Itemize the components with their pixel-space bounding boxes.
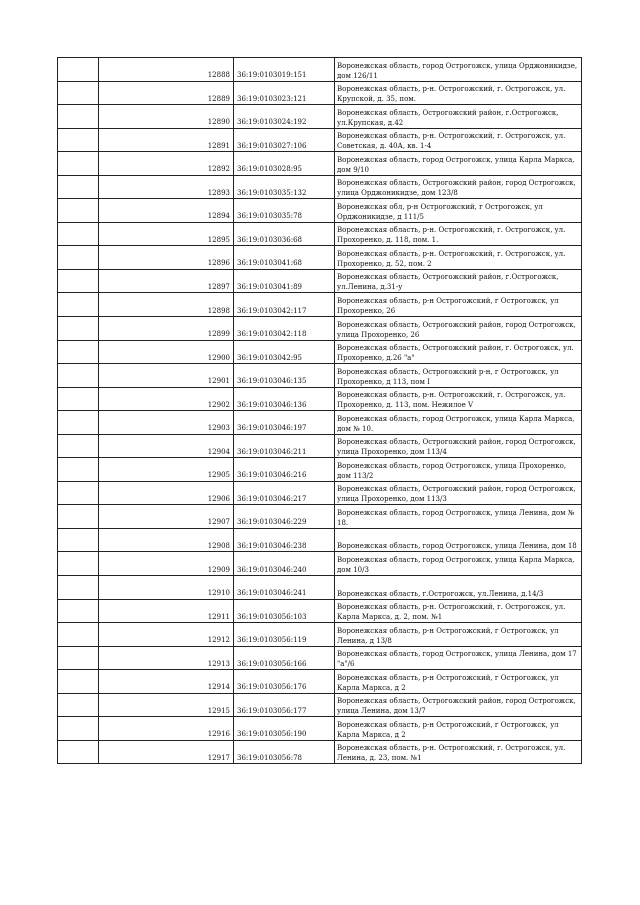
property-address <box>335 293 582 317</box>
table-row <box>58 646 582 670</box>
property-address <box>335 199 582 223</box>
cadastral-number: 36:19:0103036:68 <box>234 222 335 246</box>
row-number: 12891 <box>99 128 234 152</box>
cadastral-number: 36:19:0103046:238 <box>234 528 335 552</box>
table-row <box>58 481 582 505</box>
address-text: Воронежская область, р-н. Острогожский, г. Острогожск, ул. Крупской, д. 35, пом. <box>337 85 566 104</box>
row-number: 12898 <box>99 293 234 317</box>
table-row <box>58 58 582 82</box>
address-text: Воронежская область, р-н Острогожский, г Острогожск, ул Ленина, д 13/8 <box>337 626 559 645</box>
property-address <box>335 528 582 552</box>
row-number: 12901 <box>99 364 234 388</box>
table-row <box>58 670 582 694</box>
table-row <box>58 81 582 105</box>
row-number: 12904 <box>99 434 234 458</box>
property-address <box>335 458 582 482</box>
address-text: Воронежская область, р-н Острогожский, г Острогожск, ул Карла Маркса, д 2 <box>337 673 559 692</box>
address-text: Воронежская область, Острогожский р-н, г Острогожск, ул Прохоренко, д 113, пом I <box>337 367 559 386</box>
empty-cell <box>58 481 99 505</box>
address-text: Воронежская область, город Острогожск, улица Ленина, дом 17 "а"/6 <box>337 650 577 669</box>
property-address <box>335 599 582 623</box>
address-text: Воронежская область, Острогожский район, город Острогожск, улица Ленина, дом 13/7 <box>337 697 576 716</box>
table-row <box>58 269 582 293</box>
cadastral-number: 36:19:0103056:166 <box>234 646 335 670</box>
empty-cell <box>58 646 99 670</box>
property-address <box>335 269 582 293</box>
row-number: 12914 <box>99 670 234 694</box>
address-text: Воронежская область, Острогожский район, город Острогожск, улица Орджоникидзе, дом 123/8 <box>337 179 576 198</box>
address-text: Воронежская обл, р-н Острогожский, г Острогожск, ул Орджоникидзе, д 111/5 <box>337 202 543 221</box>
table-row <box>58 152 582 176</box>
address-text: Воронежская область, город Острогожск, улица Карла Маркса, дом 9/10 <box>337 155 575 174</box>
empty-cell <box>58 599 99 623</box>
cadastral-number: 36:19:0103056:78 <box>234 740 335 764</box>
table-row <box>58 740 582 764</box>
property-address <box>335 246 582 270</box>
empty-cell <box>58 458 99 482</box>
table-row <box>58 317 582 341</box>
empty-cell <box>58 317 99 341</box>
table-row <box>58 246 582 270</box>
table-row <box>58 293 582 317</box>
empty-cell <box>58 128 99 152</box>
address-text: Воронежская область, город Острогожск, улица Карла Маркса, дом 10/3 <box>337 556 575 575</box>
row-number: 12902 <box>99 387 234 411</box>
empty-cell <box>58 81 99 105</box>
row-number: 12906 <box>99 481 234 505</box>
cadastral-number: 36:19:0103056:103 <box>234 599 335 623</box>
property-address <box>335 693 582 717</box>
row-number: 12894 <box>99 199 234 223</box>
empty-cell <box>58 199 99 223</box>
property-address <box>335 505 582 529</box>
row-number: 12913 <box>99 646 234 670</box>
row-number: 12888 <box>99 58 234 82</box>
property-address <box>335 105 582 129</box>
table-row <box>58 693 582 717</box>
property-address <box>335 552 582 576</box>
empty-cell <box>58 364 99 388</box>
property-address <box>335 576 582 600</box>
cadastral-number: 36:19:0103046:241 <box>234 576 335 600</box>
cadastral-number: 36:19:0103056:190 <box>234 717 335 741</box>
row-number: 12916 <box>99 717 234 741</box>
cadastral-number: 36:19:0103046:135 <box>234 364 335 388</box>
address-text: Воронежская область, р-н. Острогожский, г. Острогожск, ул. Ленина, д. 23, пом. №1 <box>337 744 566 763</box>
empty-cell <box>58 717 99 741</box>
row-number: 12915 <box>99 693 234 717</box>
table-row <box>58 623 582 647</box>
cadastral-number: 36:19:0103035:78 <box>234 199 335 223</box>
cadastral-number: 36:19:0103056:176 <box>234 670 335 694</box>
property-address <box>335 740 582 764</box>
property-address <box>335 646 582 670</box>
row-number: 12910 <box>99 576 234 600</box>
empty-cell <box>58 58 99 82</box>
cadastral-number: 36:19:0103023:121 <box>234 81 335 105</box>
table-row <box>58 505 582 529</box>
property-address <box>335 434 582 458</box>
table-row <box>58 364 582 388</box>
row-number: 12912 <box>99 623 234 647</box>
row-number: 12890 <box>99 105 234 129</box>
property-register-table <box>57 57 582 764</box>
empty-cell <box>58 340 99 364</box>
table-row <box>58 340 582 364</box>
property-address <box>335 58 582 82</box>
table-row <box>58 599 582 623</box>
table-row <box>58 434 582 458</box>
property-address <box>335 317 582 341</box>
row-number: 12897 <box>99 269 234 293</box>
cadastral-number: 36:19:0103046:217 <box>234 481 335 505</box>
row-number: 12917 <box>99 740 234 764</box>
empty-cell <box>58 222 99 246</box>
empty-cell <box>58 387 99 411</box>
empty-cell <box>58 434 99 458</box>
row-number: 12908 <box>99 528 234 552</box>
cadastral-number: 36:19:0103035:132 <box>234 175 335 199</box>
property-address <box>335 411 582 435</box>
row-number: 12895 <box>99 222 234 246</box>
address-text: Воронежская область, р-н Острогожский, г Острогожск, ул Карла Маркса, д 2 <box>337 720 559 739</box>
property-address <box>335 364 582 388</box>
table-row <box>58 552 582 576</box>
property-address <box>335 81 582 105</box>
cadastral-number: 36:19:0103027:106 <box>234 128 335 152</box>
cadastral-number: 36:19:0103046:136 <box>234 387 335 411</box>
address-text: Воронежская область, город Острогожск, улица Прохоренко, дом 113/2 <box>337 461 567 480</box>
cadastral-number: 36:19:0103046:197 <box>234 411 335 435</box>
cadastral-number: 36:19:0103042:117 <box>234 293 335 317</box>
table-row <box>58 458 582 482</box>
empty-cell <box>58 152 99 176</box>
property-address <box>335 340 582 364</box>
table-row <box>58 199 582 223</box>
cadastral-number: 36:19:0103056:119 <box>234 623 335 647</box>
row-number: 12893 <box>99 175 234 199</box>
cadastral-number: 36:19:0103024:192 <box>234 105 335 129</box>
empty-cell <box>58 693 99 717</box>
address-text: Воронежская область, Острогожский район, г.Острогожск, ул.Крупская, д.42 <box>337 108 559 127</box>
address-text: Воронежская область, Острогожский район, город Острогожск, улица Прохоренко, дом 113/4 <box>337 438 576 457</box>
cadastral-number: 36:19:0103042:118 <box>234 317 335 341</box>
cadastral-number: 36:19:0103019:151 <box>234 58 335 82</box>
table-row <box>58 576 582 600</box>
cadastral-number: 36:19:0103046:211 <box>234 434 335 458</box>
empty-cell <box>58 411 99 435</box>
table-row <box>58 175 582 199</box>
empty-cell <box>58 740 99 764</box>
address-text: Воронежская область, р-н. Острогожский, г. Острогожск, ул. Прохоренко, д. 113, пом. Нежилое V <box>337 391 566 410</box>
property-address <box>335 670 582 694</box>
property-address <box>335 152 582 176</box>
empty-cell <box>58 175 99 199</box>
row-number: 12896 <box>99 246 234 270</box>
address-text: Воронежская область, город Острогожск, улица Ленина, дом 18 <box>337 542 577 551</box>
row-number: 12907 <box>99 505 234 529</box>
property-address <box>335 387 582 411</box>
address-text: Воронежская область, Острогожский район, г. Острогожск, ул. Прохоренко, д.26 "а" <box>337 344 574 363</box>
property-address <box>335 175 582 199</box>
empty-cell <box>58 105 99 129</box>
cadastral-number: 36:19:0103028:95 <box>234 152 335 176</box>
row-number: 12905 <box>99 458 234 482</box>
table-row <box>58 128 582 152</box>
table-row <box>58 222 582 246</box>
property-address <box>335 128 582 152</box>
table-row <box>58 528 582 552</box>
register-table-body <box>58 58 582 764</box>
address-text: Воронежская область, город Острогожск, улица Орджоникидзе, дом 126/11 <box>337 61 578 80</box>
empty-cell <box>58 293 99 317</box>
table-row <box>58 717 582 741</box>
table-row <box>58 411 582 435</box>
address-text: Воронежская область, р-н Острогожский, г Острогожск, ул Прохоренко, 26 <box>337 297 559 316</box>
address-text: Воронежская область, р-н. Острогожский, г. Острогожск, ул. Прохоренко, д. 52, пом. 2 <box>337 249 566 268</box>
address-text: Воронежская область, р-н. Острогожский, г. Острогожск, ул. Карла Маркса, д. 2, пом. №1 <box>337 603 566 622</box>
row-number: 12899 <box>99 317 234 341</box>
address-text: Воронежская область, город Острогожск, улица Карла Маркса, дом № 10. <box>337 414 575 433</box>
empty-cell <box>58 505 99 529</box>
address-text: Воронежская область, Острогожский район, г.Острогожск, ул.Ленина, д.31-у <box>337 273 559 292</box>
empty-cell <box>58 246 99 270</box>
row-number: 12909 <box>99 552 234 576</box>
empty-cell <box>58 623 99 647</box>
cadastral-number: 36:19:0103046:229 <box>234 505 335 529</box>
table-row <box>58 387 582 411</box>
address-text: Воронежская область, р-н. Острогожский, г. Острогожск, ул. Прохоренко, д. 118, пом. 1. <box>337 226 566 245</box>
row-number: 12903 <box>99 411 234 435</box>
cadastral-number: 36:19:0103041:68 <box>234 246 335 270</box>
cadastral-number: 36:19:0103041:89 <box>234 269 335 293</box>
cadastral-number: 36:19:0103046:216 <box>234 458 335 482</box>
row-number: 12889 <box>99 81 234 105</box>
cadastral-number: 36:19:0103056:177 <box>234 693 335 717</box>
property-address <box>335 623 582 647</box>
row-number: 12892 <box>99 152 234 176</box>
address-text: Воронежская область, город Острогожск, улица Ленина, дом № 18. <box>337 508 575 527</box>
row-number: 12900 <box>99 340 234 364</box>
empty-cell <box>58 552 99 576</box>
cadastral-number: 36:19:0103046:240 <box>234 552 335 576</box>
cadastral-number: 36:19:0103042:95 <box>234 340 335 364</box>
empty-cell <box>58 528 99 552</box>
property-address <box>335 717 582 741</box>
empty-cell <box>58 576 99 600</box>
table-row <box>58 105 582 129</box>
address-text: Воронежская область, р-н. Острогожский, г. Острогожск, ул. Советская, д. 40А, кв. 1-4 <box>337 132 566 151</box>
property-address <box>335 481 582 505</box>
empty-cell <box>58 670 99 694</box>
empty-cell <box>58 269 99 293</box>
address-text: Воронежская область, г.Острогожск, ул.Ленина, д.14/3 <box>337 589 544 598</box>
address-text: Воронежская область, Острогожский район, город Острогожск, улица Прохоренко, дом 113/3 <box>337 485 576 504</box>
row-number: 12911 <box>99 599 234 623</box>
property-address <box>335 222 582 246</box>
address-text: Воронежская область, Острогожский район, город Острогожск, улица Прохоренко, 26 <box>337 320 576 339</box>
